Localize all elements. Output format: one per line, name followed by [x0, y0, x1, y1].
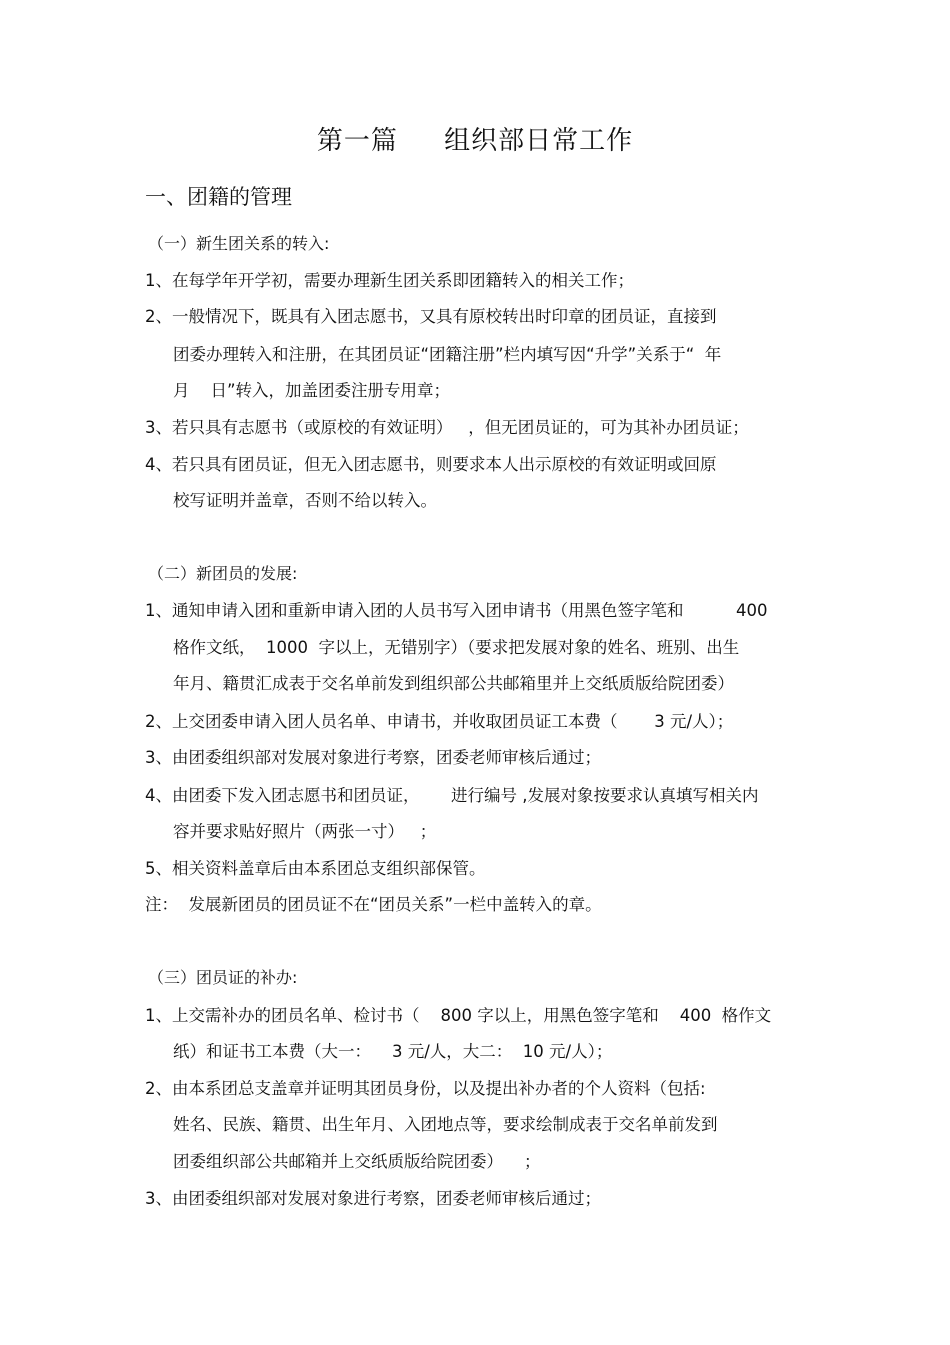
paragraph-line: 格作文纸， 1000 字以上，无错别字）（要求把发展对象的姓名、班别、出生 — [173, 638, 740, 657]
paragraph-line: 3、由团委组织部对发展对象进行考察，团委老师审核后通过； — [145, 1189, 601, 1208]
paragraph-line: 1、通知申请入团和重新申请入团的人员书写入团申请书（用黑色签字笔和 400 — [145, 601, 768, 620]
paragraph-line: 月 日”转入，加盖团委注册专用章； — [173, 381, 451, 400]
paragraph-line: 团委办理转入和注册，在其团员证“团籍注册”栏内填写因“升学”关系于“ 年 — [173, 345, 722, 364]
paragraph-line: 3、若只具有志愿书（或原校的有效证明） ，但无团员证的，可为其补办团员证； — [145, 418, 749, 437]
paragraph-line: 1、在每学年开学初，需要办理新生团关系即团籍转入的相关工作； — [145, 271, 634, 290]
paragraph-line: 容并要求贴好照片（两张一寸） ； — [173, 822, 437, 841]
subsection-heading-2: （二）新团员的发展: — [148, 564, 298, 583]
paragraph-line: 2、由本系团总支盖章并证明其团员身份，以及提出补办者的个人资料（包括: — [145, 1079, 706, 1098]
subsection-heading-1: （一）新生团关系的转入: — [148, 234, 330, 253]
document-title: 第一篇 组织部日常工作 — [316, 126, 634, 156]
paragraph-line: 4、由团委下发入团志愿书和团员证， 进行编号 ,发展对象按要求认真填写相关内 — [145, 786, 759, 805]
paragraph-line: 团委组织部公共邮箱并上交纸质版给院团委） ； — [173, 1152, 541, 1171]
paragraph-line: 2、上交团委申请入团人员名单、申请书，并收取团员证工本费（ 3 元/人）； — [145, 712, 734, 731]
section-heading: 一、团籍的管理 — [145, 185, 292, 209]
paragraph-line: 1、上交需补办的团员名单、检讨书（ 800 字以上，用黑色签字笔和 400 格作文 — [145, 1006, 772, 1025]
paragraph-line: 3、由团委组织部对发展对象进行考察，团委老师审核后通过； — [145, 748, 601, 767]
paragraph-line: 纸）和证书工本费（大一： 3 元/人，大二： 10 元/人）； — [173, 1042, 613, 1061]
paragraph-line: 2、一般情况下，既具有入团志愿书，又具有原校转出时印章的团员证，直接到 — [145, 307, 717, 326]
paragraph-line: 姓名、民族、籍贯、出生年月、入团地点等，要求绘制成表于交名单前发到 — [173, 1115, 718, 1134]
paragraph-line: 5、相关资料盖章后由本系团总支组织部保管。 — [145, 859, 486, 878]
subsection-heading-3: （三）团员证的补办: — [148, 968, 298, 987]
paragraph-line: 4、若只具有团员证，但无入团志愿书，则要求本人出示原校的有效证明或回原 — [145, 455, 717, 474]
paragraph-line: 年月、籍贯汇成表于交名单前发到组织部公共邮箱里并上交纸质版给院团委） — [173, 674, 734, 693]
paragraph-line: 校写证明并盖章，否则不给以转入。 — [173, 491, 437, 510]
note-line: 注： 发展新团员的团员证不在“团员关系”一栏中盖转入的章。 — [145, 895, 602, 914]
